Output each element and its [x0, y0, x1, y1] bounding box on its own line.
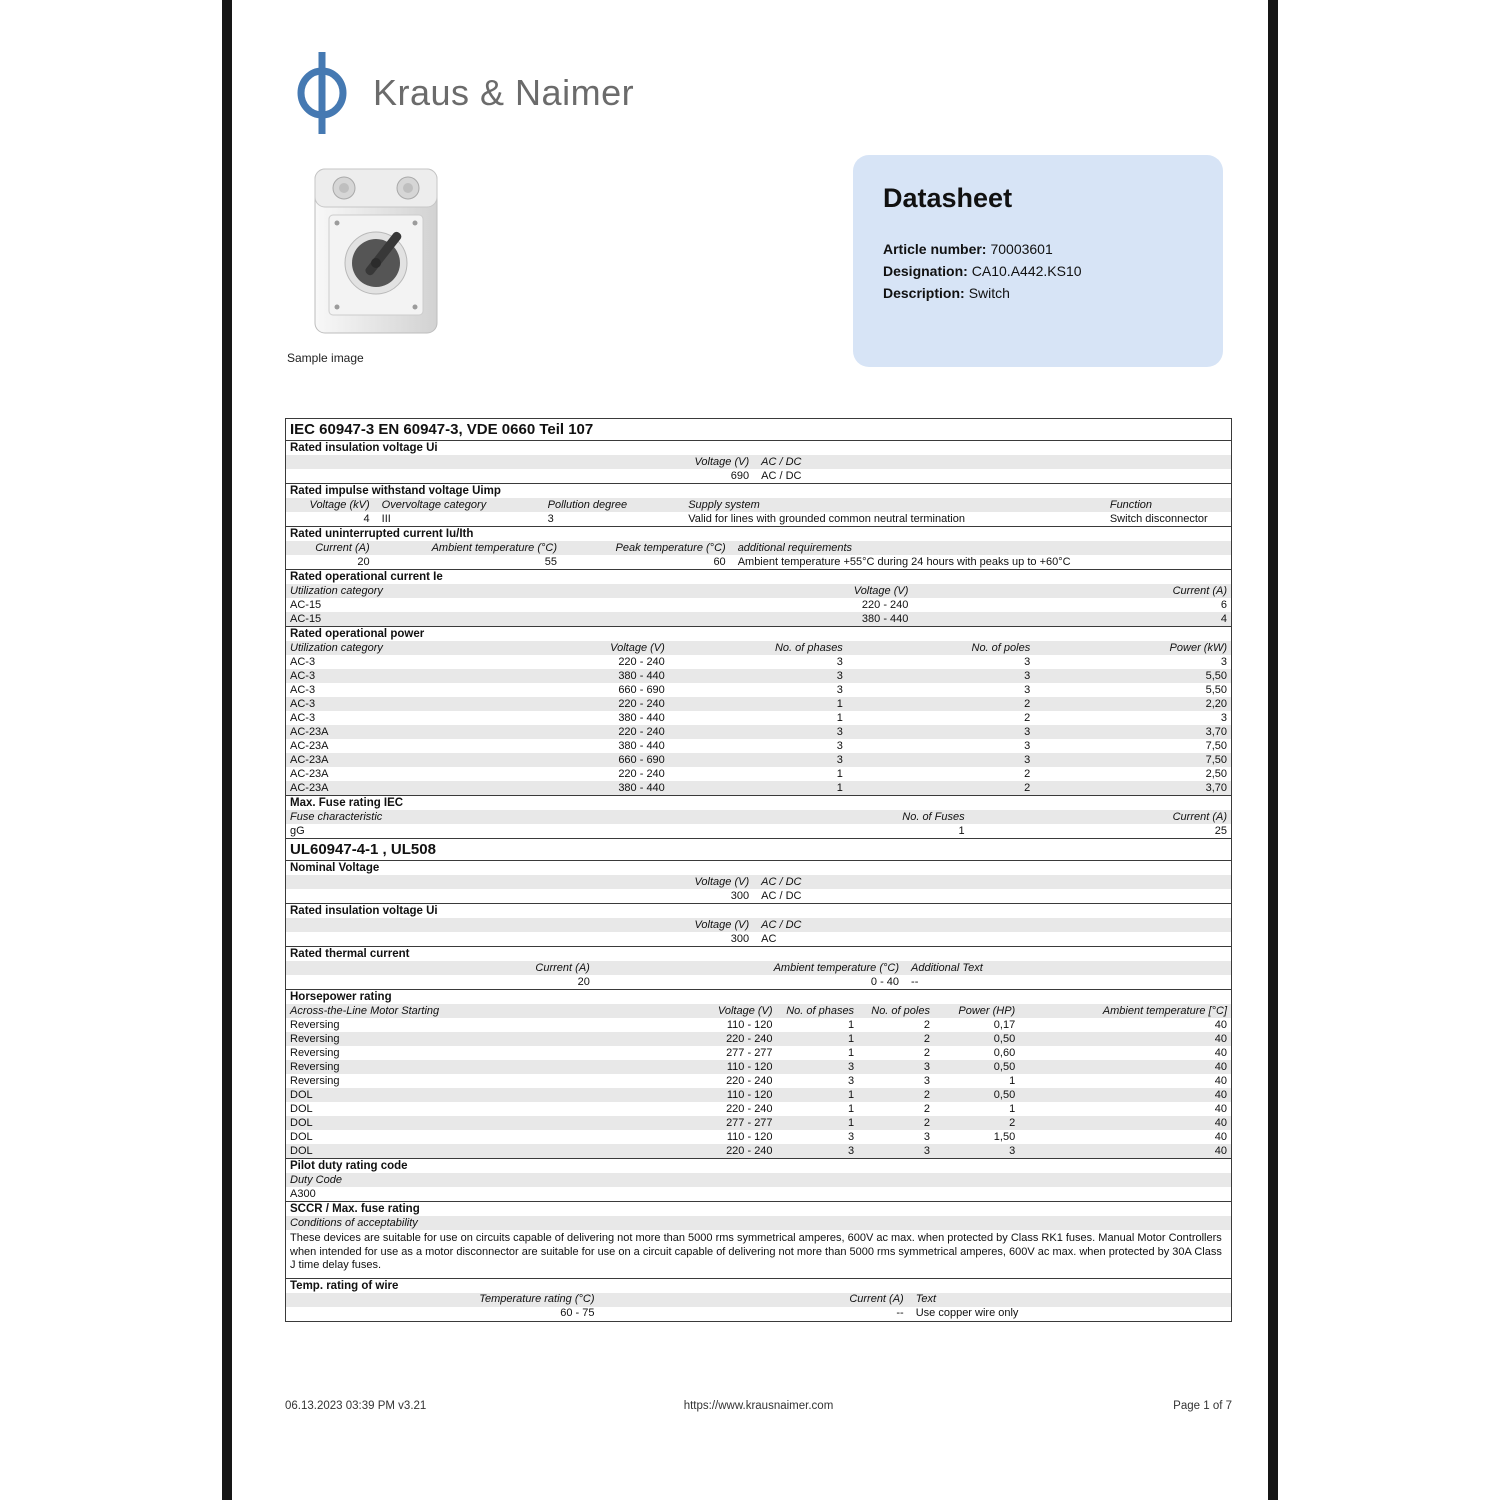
table-cell: 220 - 240: [726, 1102, 773, 1115]
table-cell: Use copper wire only: [915, 1307, 1019, 1319]
table-cell: 3: [836, 669, 843, 682]
table-cell: 110 - 120: [726, 1060, 773, 1073]
table-header-cell: Duty Code: [290, 1173, 342, 1186]
table-row: [286, 669, 1231, 683]
table-cell: 0 - 40: [870, 975, 900, 988]
table-cell: 380 - 440: [618, 711, 665, 724]
heading-rated-insulation-voltage-ul: Rated insulation voltage Ui: [286, 903, 1231, 918]
description-line: [883, 284, 1193, 303]
table-cell: 110 - 120: [726, 1130, 773, 1143]
table-header-cell: Ambient temperature (°C): [431, 541, 558, 554]
table-cell: 3: [923, 1074, 930, 1087]
table-header-cell: AC / DC: [761, 918, 802, 931]
table-header-row: [286, 1293, 1231, 1307]
table-cell: 2: [1024, 781, 1031, 794]
table-cell: AC-23A: [290, 753, 329, 766]
table-header-cell: Supply system: [688, 498, 760, 511]
table-header-cell: Text: [915, 1293, 937, 1305]
table-cell: 1: [1009, 1102, 1016, 1115]
table-cell: AC-3: [290, 669, 316, 682]
page-right-edge: [1268, 0, 1278, 1500]
heading-rated-operational-current: Rated operational current Ie: [286, 569, 1231, 584]
table-header-row: [286, 875, 1231, 889]
table-cell: 2: [1009, 1116, 1016, 1129]
brand-name: Kraus & Naimer: [373, 72, 635, 113]
table-header-cell: AC / DC: [761, 875, 802, 888]
table-header-cell: No. of Fuses: [902, 810, 965, 823]
table-cell: 220 - 240: [726, 1144, 773, 1157]
heading-rated-operational-power: Rated operational power: [286, 626, 1231, 641]
table-cell: 3: [836, 753, 843, 766]
table-cell: 3: [547, 512, 554, 525]
table-cell: 40: [1214, 1060, 1227, 1073]
table-cell: --: [911, 975, 919, 988]
table-header-cell: Voltage (V): [694, 875, 750, 888]
table-header-cell: Pollution degree: [547, 498, 628, 511]
table-cell: Valid for lines with grounded common neutral termination: [688, 512, 965, 525]
table-header-cell: Current (A): [315, 541, 370, 554]
table-cell: Ambient temperature +55°C during 24 hours with peaks up to +60°C: [737, 555, 1071, 568]
table-cell: 1: [847, 1116, 855, 1129]
table-header-row: [286, 584, 1231, 598]
table-cell: 1: [847, 1046, 855, 1059]
table-cell: 5,50: [1205, 669, 1227, 682]
table-row: [286, 598, 1231, 612]
table-cell: AC: [761, 932, 777, 945]
page-left-edge: [222, 0, 232, 1500]
table-cell: AC-23A: [290, 739, 329, 752]
table-cell: 3: [847, 1074, 855, 1087]
table-cell: 3: [836, 739, 843, 752]
heading-sccr-max-fuse: SCCR / Max. fuse rating: [286, 1201, 1231, 1216]
table-header-cell: Function: [1109, 498, 1153, 511]
table-header-cell: No. of phases: [786, 1004, 855, 1017]
table-header-cell: Current (A): [1172, 584, 1227, 597]
table-cell: 3: [1024, 753, 1031, 766]
table-cell: AC-15: [290, 598, 322, 611]
table-header-cell: No. of poles: [971, 641, 1031, 654]
table-cell: AC-3: [290, 683, 316, 696]
table-cell: AC / DC: [761, 469, 802, 482]
table-cell: 660 - 690: [618, 753, 665, 766]
table-cell: 3: [1024, 739, 1031, 752]
description-value: Switch: [968, 285, 1010, 301]
heading-nominal-voltage: Nominal Voltage: [286, 860, 1231, 875]
table-cell: 380 - 440: [618, 669, 665, 682]
table-cell: 0,50: [993, 1060, 1016, 1073]
table-row: [286, 697, 1231, 711]
table-cell: DOL: [290, 1130, 313, 1143]
table-row: [286, 781, 1231, 795]
table-cell: 2: [923, 1102, 930, 1115]
table-cell: 660 - 690: [618, 683, 665, 696]
table-cell: 7,50: [1205, 753, 1227, 766]
table-row: [286, 512, 1231, 526]
table-cell: 380 - 440: [618, 781, 665, 794]
table-cell: 220 - 240: [726, 1074, 773, 1087]
table-row: [286, 1032, 1231, 1046]
table-cell: 380 - 440: [861, 612, 909, 625]
table-row: [286, 1307, 1231, 1321]
table-row: [286, 739, 1231, 753]
table-cell: 220 - 240: [618, 655, 665, 668]
table-cell: 0,50: [993, 1032, 1016, 1045]
brand-header: [293, 50, 634, 136]
table-header-cell: Voltage (V): [717, 1004, 773, 1017]
table-cell: 0,50: [993, 1088, 1016, 1101]
table-cell: 20: [357, 555, 370, 568]
table-cell: 3: [1024, 683, 1031, 696]
table-cell: Reversing: [290, 1074, 340, 1087]
footer-page-number: Page 1 of 7: [1173, 1400, 1232, 1412]
table-cell: 0,60: [993, 1046, 1016, 1059]
table-cell: 40: [1214, 1032, 1227, 1045]
table-header-cell: Temperature rating (°C): [479, 1293, 595, 1305]
table-header-row: [286, 541, 1231, 555]
table-row: [286, 932, 1231, 946]
table-cell: 0,17: [993, 1018, 1016, 1031]
table-cell: 6: [1220, 598, 1227, 611]
table-header-cell: Current (A): [1172, 810, 1227, 823]
heading-max-fuse-rating-iec: Max. Fuse rating IEC: [286, 795, 1231, 810]
table-cell: 40: [1214, 1018, 1227, 1031]
table-cell: 3: [1024, 725, 1031, 738]
table-cell: --: [896, 1307, 904, 1319]
table-cell: 1,50: [993, 1130, 1016, 1143]
table-cell: 2: [923, 1032, 930, 1045]
table-cell: 5,50: [1205, 683, 1227, 696]
table-cell: AC / DC: [761, 889, 802, 902]
table-cell: 3: [923, 1060, 930, 1073]
table-cell: 2,50: [1205, 767, 1227, 780]
table-header-row: [286, 1004, 1231, 1018]
table-cell: 220 - 240: [618, 767, 665, 780]
table-header-cell: No. of phases: [774, 641, 843, 654]
table-header-row: [286, 641, 1231, 655]
table-cell: 1: [958, 824, 965, 837]
table-cell: 40: [1214, 1102, 1227, 1115]
table-cell: 2: [923, 1046, 930, 1059]
table-header-cell: AC / DC: [761, 455, 802, 468]
table-header-cell: Conditions of acceptability: [290, 1216, 418, 1229]
designation-label: Designation:: [883, 263, 968, 279]
table-cell: 3: [1024, 669, 1031, 682]
sample-image-caption: Sample image: [287, 351, 364, 365]
table-header-cell: Peak temperature (°C): [615, 541, 726, 554]
table-cell: 2: [1024, 767, 1031, 780]
table-header-cell: Utilization category: [290, 641, 383, 654]
table-cell: AC-3: [290, 655, 316, 668]
heading-horsepower-rating: Horsepower rating: [286, 989, 1231, 1004]
table-cell: 25: [1214, 824, 1227, 837]
table-cell: Reversing: [290, 1046, 340, 1059]
table-header-cell: Ambient temperature (°C): [773, 961, 900, 974]
table-cell: DOL: [290, 1102, 313, 1115]
table-header-cell: Voltage (V): [694, 455, 750, 468]
table-cell: 3: [847, 1144, 855, 1157]
table-cell: DOL: [290, 1144, 313, 1157]
table-cell: 3: [836, 683, 843, 696]
table-cell: 2,20: [1205, 697, 1227, 710]
table-cell: 2: [923, 1088, 930, 1101]
table-cell: 3: [923, 1144, 930, 1157]
table-cell: 60: [713, 555, 726, 568]
page-footer: [285, 1400, 1232, 1416]
table-header-cell: Power (HP): [958, 1004, 1016, 1017]
table-row: [286, 1074, 1231, 1088]
table-cell: 277 - 277: [726, 1046, 773, 1059]
table-cell: Reversing: [290, 1032, 340, 1045]
table-header-cell: Current (A): [535, 961, 590, 974]
table-cell: 380 - 440: [618, 739, 665, 752]
table-cell: 40: [1214, 1144, 1227, 1157]
table-header-cell: Ambient temperature [°C]: [1102, 1004, 1227, 1017]
table-cell: 1: [836, 697, 843, 710]
table-row: [286, 889, 1231, 903]
table-cell: 3: [1024, 655, 1031, 668]
table-cell: 3: [836, 725, 843, 738]
table-header-row: [286, 455, 1231, 469]
table-header-cell: Across-the-Line Motor Starting: [290, 1004, 440, 1017]
table-cell: 4: [363, 512, 370, 525]
table-cell: 300: [730, 932, 750, 945]
table-cell: 1: [847, 1018, 855, 1031]
heading-temp-rating-of-wire: Temp. rating of wire: [286, 1278, 1231, 1293]
table-row: [286, 753, 1231, 767]
heading-pilot-duty-rating: Pilot duty rating code: [286, 1158, 1231, 1173]
table-cell: 60 - 75: [560, 1307, 595, 1319]
table-cell: AC-23A: [290, 725, 329, 738]
table-cell: 277 - 277: [726, 1116, 773, 1129]
table-row: [286, 612, 1231, 626]
table-header-row: [286, 918, 1231, 932]
table-cell: AC-3: [290, 711, 316, 724]
table-cell: 690: [730, 469, 750, 482]
table-header-row: [286, 498, 1231, 512]
table-cell: 110 - 120: [726, 1018, 773, 1031]
table-row: [286, 469, 1231, 483]
table-header-cell: Current (A): [849, 1293, 904, 1305]
table-row: [286, 1088, 1231, 1102]
table-cell: A300: [290, 1187, 316, 1200]
table-header-cell: Voltage (V): [853, 584, 909, 597]
datasheet-title: Datasheet: [883, 183, 1013, 213]
conditions-of-acceptability-text: These devices are suitable for use on circuits capable of delivering not more than 5000 rms symmetrical amperes, 600V ac max. when protected by Class RK1 fuses. Manual Motor Controllers when intended for use as a motor disconnector are suitable for use on a circuit capable of delivering not more than 5000 rms symmetrical amperes, 600V ac max. when protected by 30A Class J time delay fuses.: [290, 1232, 1222, 1271]
table-row: [286, 1130, 1231, 1144]
product-sample-image: [299, 163, 459, 346]
table-cell: 55: [544, 555, 558, 568]
table-cell: 40: [1214, 1116, 1227, 1129]
table-cell: 1: [847, 1102, 855, 1115]
table-cell: 2: [1024, 697, 1031, 710]
table-cell: gG: [290, 824, 305, 837]
table-cell: 220 - 240: [861, 598, 909, 611]
table-row: [286, 1060, 1231, 1074]
table-header-cell: Voltage (V): [694, 918, 750, 931]
table-header-row: [286, 1173, 1231, 1187]
table-header-cell: Overvoltage category: [381, 498, 487, 511]
table-cell: 110 - 120: [726, 1088, 773, 1101]
table-cell: 3,70: [1205, 781, 1227, 794]
specification-table: [285, 418, 1232, 1322]
table-row: [286, 1102, 1231, 1116]
table-cell: 3: [1009, 1144, 1016, 1157]
table-cell: Reversing: [290, 1018, 340, 1031]
designation-line: [883, 262, 1193, 281]
footer-url: https://www.krausnaimer.com: [683, 1400, 834, 1412]
table-cell: AC-23A: [290, 781, 329, 794]
table-row: [286, 824, 1231, 838]
table-row: [286, 655, 1231, 669]
table-cell: AC-3: [290, 697, 316, 710]
table-cell: 40: [1214, 1130, 1227, 1143]
table-header-cell: Voltage (kV): [309, 498, 370, 511]
table-cell: 4: [1220, 612, 1227, 625]
table-row: [286, 975, 1231, 989]
section-title-ul: UL60947-4-1 , UL508: [286, 838, 1231, 860]
table-row: [286, 1144, 1231, 1158]
table-cell: 40: [1214, 1074, 1227, 1087]
table-header-row: [286, 1216, 1231, 1230]
table-cell: 1: [836, 781, 843, 794]
table-row: [286, 1018, 1231, 1032]
table-cell: 2: [923, 1018, 930, 1031]
datasheet-page: [285, 0, 1232, 1500]
table-cell: 1: [847, 1032, 855, 1045]
heading-rated-insulation-voltage-iec: Rated insulation voltage Ui: [286, 440, 1231, 455]
table-header-cell: Power (kW): [1169, 641, 1227, 654]
table-row: [286, 1187, 1231, 1201]
table-header-row: [286, 961, 1231, 975]
heading-rated-uninterrupted-current: Rated uninterrupted current Iu/Ith: [286, 526, 1231, 541]
table-row: [286, 555, 1231, 569]
table-cell: 3,70: [1205, 725, 1227, 738]
table-cell: 220 - 240: [726, 1032, 773, 1045]
table-cell: 1: [836, 711, 843, 724]
datasheet-info-panel: [853, 155, 1223, 367]
table-cell: AC-23A: [290, 767, 329, 780]
article-number-line: [883, 240, 1193, 259]
table-cell: 40: [1214, 1046, 1227, 1059]
designation-value: CA10.A442.KS10: [971, 263, 1082, 279]
table-row: [286, 683, 1231, 697]
table-header-cell: Utilization category: [290, 584, 383, 597]
table-row: [286, 1116, 1231, 1130]
switch-enclosure-illustration: [299, 163, 459, 341]
table-cell: DOL: [290, 1116, 313, 1129]
table-row: [286, 767, 1231, 781]
article-number-label: Article number:: [883, 241, 987, 257]
table-header-cell: Additional Text: [911, 961, 983, 974]
table-row: [286, 711, 1231, 725]
table-cell: 1: [1009, 1074, 1016, 1087]
table-cell: III: [381, 512, 391, 525]
table-row: [286, 725, 1231, 739]
table-cell: Switch disconnector: [1109, 512, 1208, 525]
section-title-iec: IEC 60947-3 EN 60947-3, VDE 0660 Teil 107: [290, 421, 594, 438]
table-cell: 3: [847, 1060, 855, 1073]
table-cell: 300: [730, 889, 750, 902]
table-header-cell: Fuse characteristic: [290, 810, 383, 823]
table-cell: 2: [1024, 711, 1031, 724]
table-cell: 40: [1214, 1088, 1227, 1101]
heading-rated-impulse-voltage: Rated impulse withstand voltage Uimp: [286, 483, 1231, 498]
description-label: Description:: [883, 285, 965, 301]
table-cell: 20: [577, 975, 590, 988]
table-header-cell: Voltage (V): [610, 641, 665, 654]
table-row: [286, 1046, 1231, 1060]
table-cell: AC-15: [290, 612, 322, 625]
table-header-row: [286, 810, 1231, 824]
table-cell: 1: [836, 767, 843, 780]
table-header-cell: additional requirements: [737, 541, 853, 554]
table-cell: 220 - 240: [618, 725, 665, 738]
table-cell: 7,50: [1205, 739, 1227, 752]
table-header-cell: No. of poles: [871, 1004, 930, 1017]
footer-date-version: 06.13.2023 03:39 PM v3.21: [285, 1400, 427, 1412]
kraus-naimer-phi-logo-icon: [293, 50, 351, 136]
table-cell: 3: [1220, 711, 1227, 724]
table-cell: Reversing: [290, 1060, 340, 1073]
table-cell: DOL: [290, 1088, 313, 1101]
table-cell: 1: [847, 1088, 855, 1101]
table-cell: 2: [923, 1116, 930, 1129]
table-cell: 3: [836, 655, 843, 668]
table-cell: 220 - 240: [618, 697, 665, 710]
article-number-value: 70003601: [990, 241, 1053, 257]
table-cell: 3: [847, 1130, 855, 1143]
table-cell: 3: [1220, 655, 1227, 668]
table-cell: 3: [923, 1130, 930, 1143]
heading-rated-thermal-current: Rated thermal current: [286, 946, 1231, 961]
